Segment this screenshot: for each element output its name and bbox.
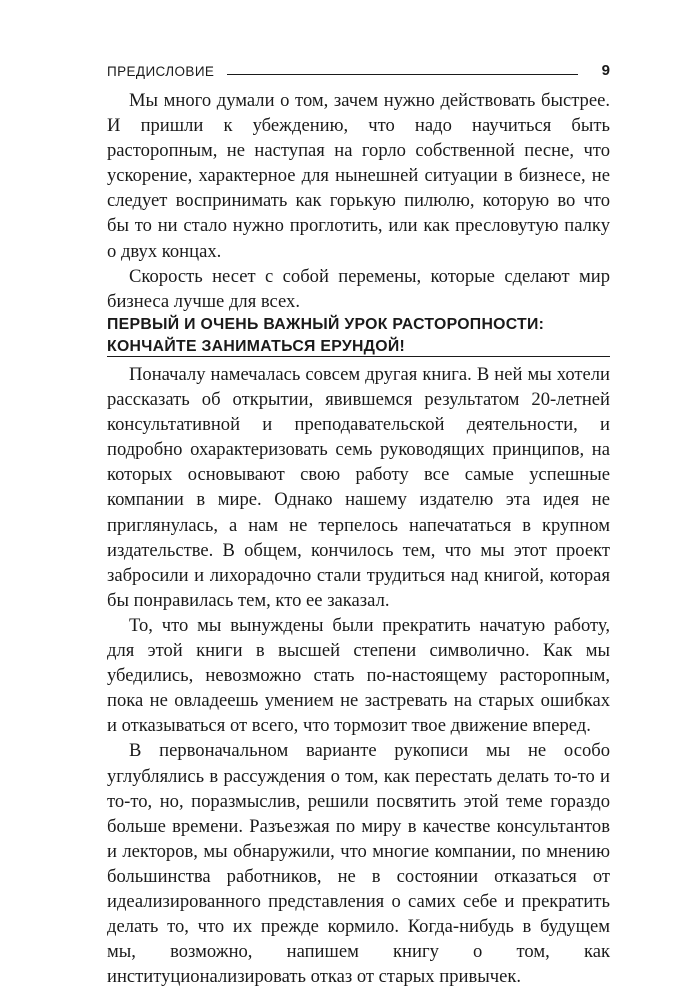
paragraph: Мы много думали о том, зачем нужно действовать быстрее. И пришли к убеждению, что надо научиться быть расторопным, не наступая на горло собственной песне, что ускорение, характерное для нынешней ситуации в бизнесе, не следует воспринимать как горькую пилюлю, которую во что бы то ни стало нужно проглотить, или как пресловутую палку о двух концах. <box>107 90 610 262</box>
page-number: 9 <box>601 62 610 79</box>
heading-rule <box>107 356 610 357</box>
header-rule <box>227 74 578 75</box>
section-heading: ПЕРВЫЙ И ОЧЕНЬ ВАЖНЫЙ УРОК РАСТОРОПНОСТИ: КОНЧАЙТЕ ЗАНИМАТЬСЯ ЕРУНДОЙ! <box>107 316 545 355</box>
section-text <box>107 362 610 989</box>
running-header <box>107 62 610 84</box>
paragraph: Скорость несет с собой перемены, которые сделают мир бизнеса лучше для всех. <box>107 265 610 312</box>
paragraph: То, что мы вынуждены были прекратить начатую работу, для этой книги в высшей степени символично. Как мы убедились, невозможно стать по-настоящему расторопным, пока не овладеешь умением не застревать на старых ошибках и отказываться от всего, что тормозит твое движение вперед. <box>107 614 610 737</box>
paragraph: Поначалу намечалась совсем другая книга. В ней мы хотели рассказать об открытии, явившемся результатом 20-летней консультативной и преподавательской деятельности, и подробно охарактеризовать семь руководящих принципов, на которых основывают свою работу все самые успешные компании в мире. Однако нашему издателю эта идея не приглянулась, а нам не терпелось напечататься в крупном издательстве. В общем, кончилось тем, что мы этот проект забросили и лихорадочно стали трудиться над книгой, которая бы понравилась тем, кто ее заказал. <box>107 364 610 611</box>
running-title: ПРЕДИСЛОВИЕ <box>107 64 215 79</box>
paragraph: В первоначальном варианте рукописи мы не особо углублялись в рассуждения о том, как перестать делать то-то и то-то, но, поразмыслив, решили посвятить этой теме гораздо больше времени. Разъезжая по миру в качестве консультантов и лекторов, мы обнаружили, что многие компании, по мнению большинства работников, не в состоянии отказаться от идеализированного представления о самих себе и прекратить делать то, что их прежде кормило. Когда-нибудь в будущем мы, возможно, напишем книгу о том, как институционализировать отказ от старых привычек. <box>107 740 610 988</box>
intro-text <box>107 88 610 314</box>
